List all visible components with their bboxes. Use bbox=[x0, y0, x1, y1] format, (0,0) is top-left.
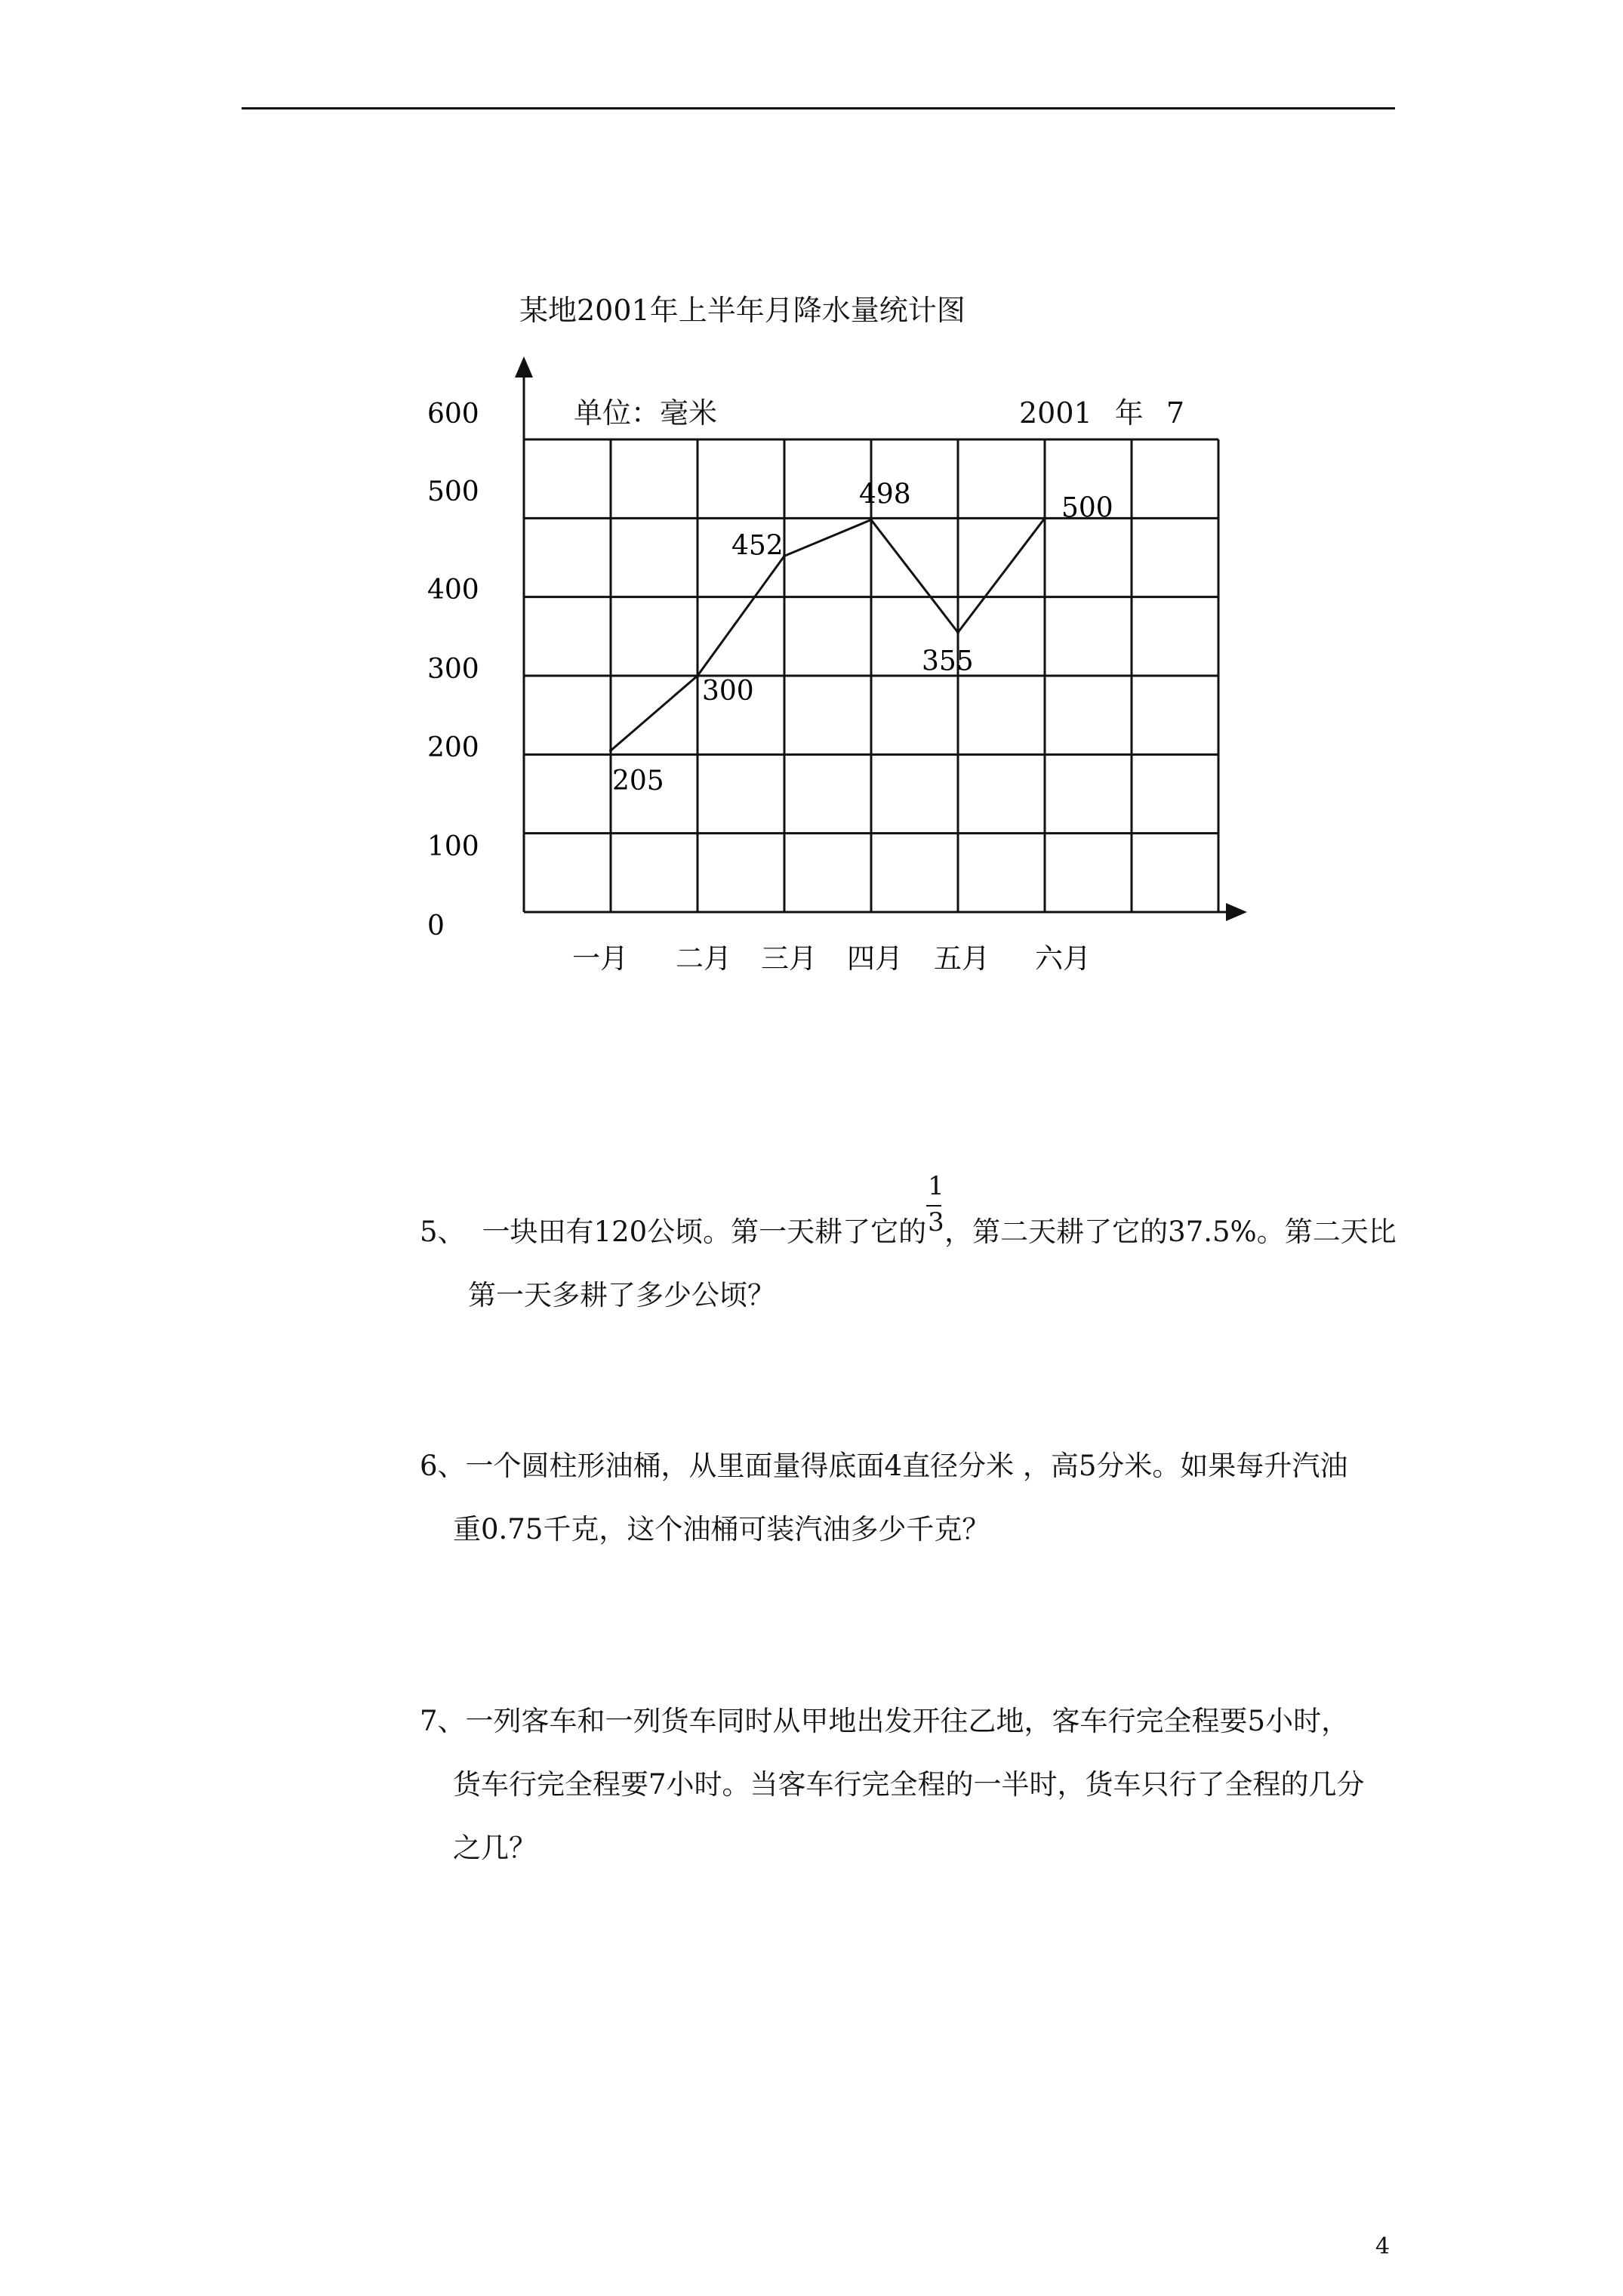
question-6 bbox=[420, 1435, 1347, 1561]
data-label: 300 bbox=[702, 676, 754, 707]
x-tick-label: 六月 bbox=[1035, 942, 1091, 975]
question-5-text-b: ，第二天耕了它的37.5%。第二天比 bbox=[944, 1216, 1397, 1248]
question-5-number: 5、 bbox=[420, 1216, 466, 1248]
y-tick-label: 600 bbox=[427, 399, 479, 430]
line-chart bbox=[0, 0, 1623, 1057]
x-tick-label: 二月 bbox=[676, 942, 731, 975]
y-tick-label: 100 bbox=[427, 831, 479, 862]
date-label: 2001 年 7 bbox=[1019, 396, 1185, 430]
data-label: 500 bbox=[1061, 492, 1113, 524]
question-7-line2: 货车行完全程要7小时。当客车行完全程的一半时，货车只行了全程的几分 bbox=[453, 1768, 1365, 1801]
data-label: 355 bbox=[922, 646, 974, 677]
data-point bbox=[870, 518, 873, 521]
x-tick-label: 四月 bbox=[847, 942, 903, 975]
x-tick-label: 五月 bbox=[934, 942, 990, 975]
data-point bbox=[696, 674, 699, 677]
question-7-line3: 之几？ bbox=[453, 1832, 537, 1864]
x-tick-label: 一月 bbox=[572, 942, 628, 975]
data-label: 205 bbox=[612, 766, 664, 797]
page-number: 4 bbox=[1375, 2233, 1390, 2260]
data-label: 452 bbox=[731, 530, 784, 562]
x-axis-arrow-icon bbox=[1226, 903, 1247, 921]
data-point bbox=[609, 749, 612, 752]
question-5 bbox=[420, 1171, 1397, 1327]
x-tick-label: 三月 bbox=[761, 942, 817, 975]
question-6-line2: 重0.75千克，这个油桶可装汽油多少千克？ bbox=[453, 1513, 990, 1546]
question-6-number: 6、 bbox=[420, 1450, 466, 1482]
y-tick-label: 300 bbox=[427, 654, 479, 685]
data-label: 498 bbox=[859, 479, 911, 510]
y-axis-arrow-icon bbox=[515, 356, 533, 378]
y-tick-label: 400 bbox=[427, 575, 479, 606]
data-point bbox=[1043, 516, 1046, 519]
question-7 bbox=[420, 1690, 1365, 1880]
data-point bbox=[956, 631, 959, 634]
question-7-line1: 一列客车和一列货车同时从甲地出发开往乙地，客车行完全程要5小时， bbox=[465, 1705, 1350, 1737]
question-5-text-a: 一块田有120公顷。第一天耕了它的 bbox=[482, 1216, 927, 1248]
y-tick-label: 200 bbox=[427, 732, 479, 763]
question-5-line2: 第一天多耕了多少公顷？ bbox=[468, 1279, 775, 1311]
question-7-number: 7、 bbox=[420, 1705, 466, 1737]
fraction-one-third bbox=[926, 1171, 944, 1241]
unit-label: 单位：毫米 bbox=[574, 396, 718, 430]
fraction-denominator: 3 bbox=[928, 1207, 944, 1237]
series-line bbox=[611, 518, 1045, 750]
question-6-line1: 一个圆柱形油桶，从里面量得底面4直径分米 ，高5分米。如果每升汽油 bbox=[465, 1450, 1348, 1482]
y-tick-label: 500 bbox=[427, 476, 479, 507]
y-tick-label: 0 bbox=[427, 911, 445, 942]
chart-title: 某地2001年上半年月降水量统计图 bbox=[519, 294, 965, 327]
fraction-numerator: 1 bbox=[928, 1171, 944, 1201]
